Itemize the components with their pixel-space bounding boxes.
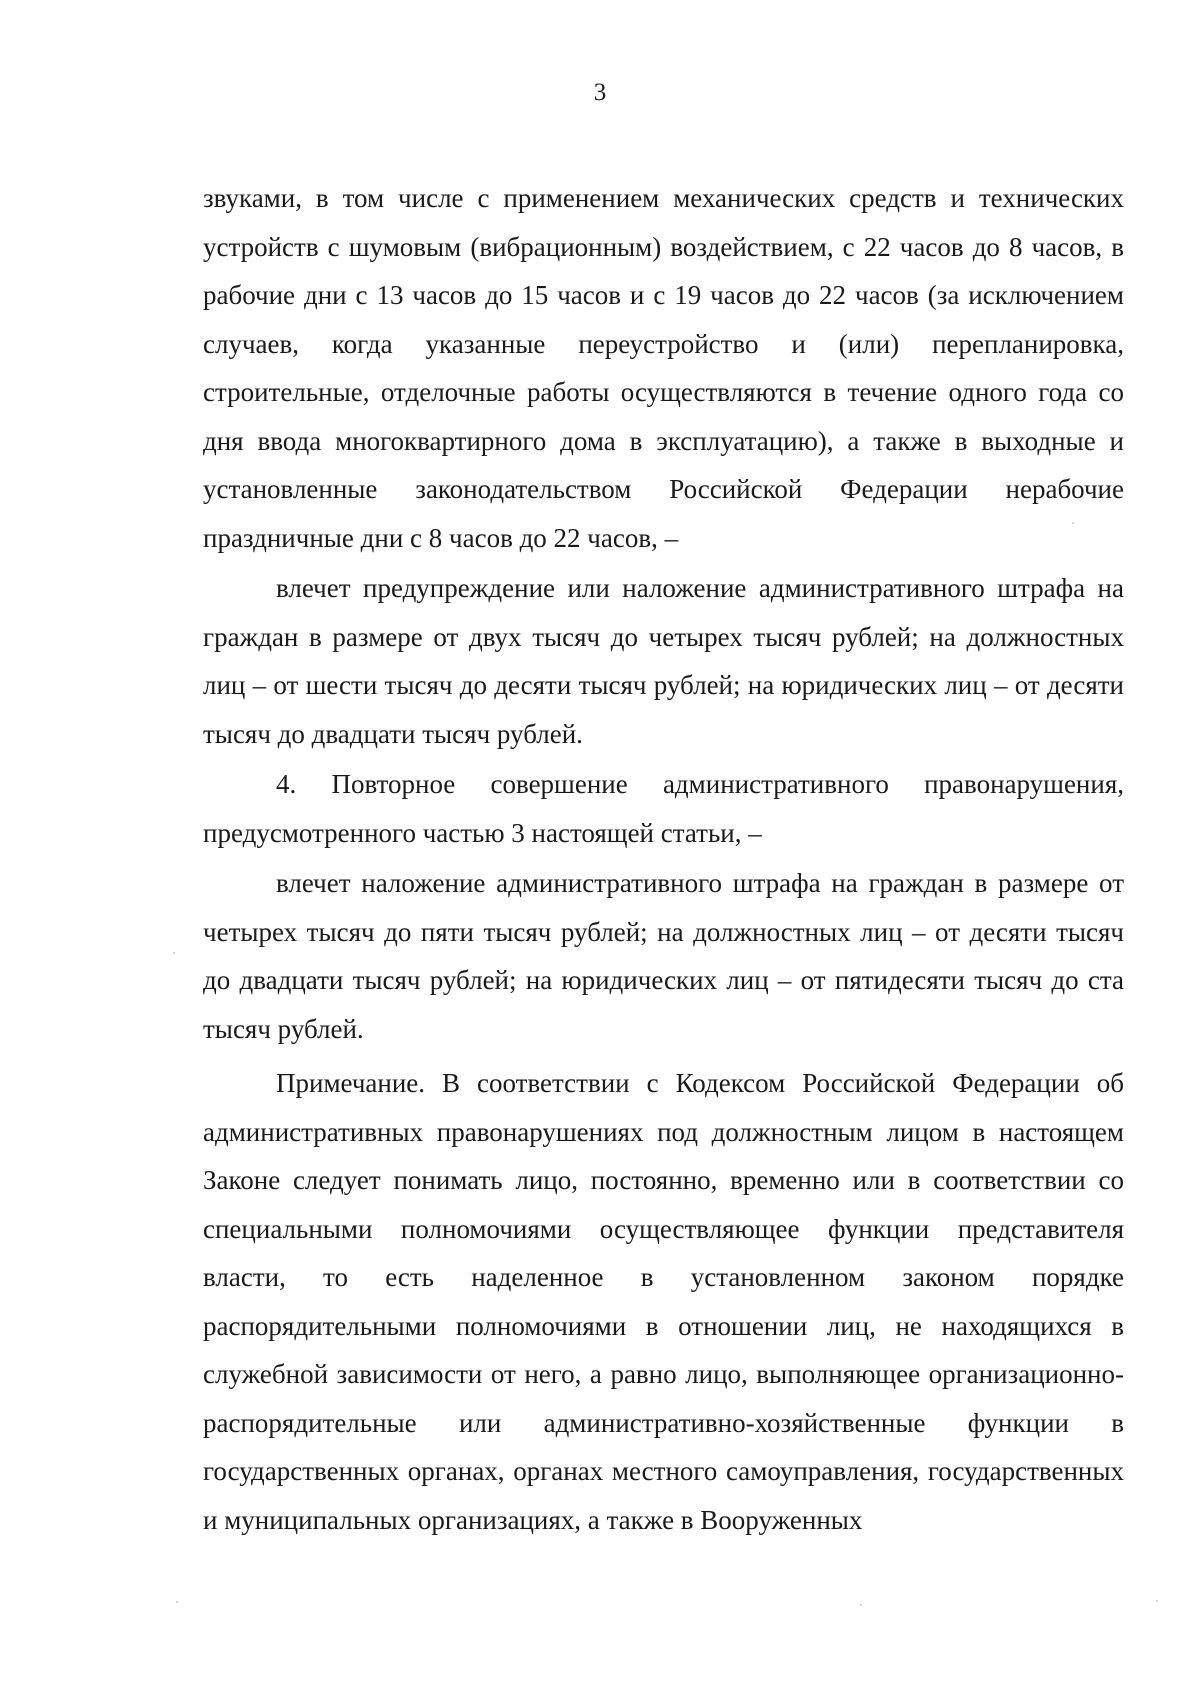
paragraph-penalty-part-4: влечет наложение административного штрафа на граждан в размере от четырех тысяч до пяти тысяч рублей; на должностных лиц – от десяти тысяч до двадцати тысяч рублей; на юридических лиц – от пятидесяти тысяч до ста тысяч рублей. <box>203 868 1124 1044</box>
scan-speck <box>1072 522 1074 524</box>
scan-speck <box>176 1601 178 1603</box>
paragraph-part-4: 4. Повторное совершение административного правонарушения, предусмотренного частью 3 настоящей статьи, – <box>203 769 1124 848</box>
document-body <box>203 174 1124 1544</box>
paragraph-penalty-part-3: влечет предупреждение или наложение административного штрафа на граждан в размере от двух тысяч до четырех тысяч рублей; на должностных лиц – от шести тысяч до десяти тысяч рублей; на юридических лиц – от десяти тысяч до двадцати тысяч рублей. <box>203 573 1124 749</box>
scan-speck <box>1156 1600 1158 1602</box>
paragraph-note: Примечание. В соответствии с Кодексом Российской Федерации об административных правонарушениях под должностным лицом в настоящем Законе следует понимать лицо, постоянно, временно или в соответствии со специальными полномочиями осуществляющее функции представителя власти, то есть наделенное в установленном законом порядке распорядительными полномочиями в отношении лиц, не находящихся в служебной зависимости от него, а равно лицо, выполняющее организационно-распорядительные или административно-хозяйственные функции в государственных органах, органах местного самоуправления, государственных и муниципальных организациях, а также в Вооруженных <box>203 1068 1124 1535</box>
page-number: 3 <box>593 79 607 106</box>
paragraph-continuation: звуками, в том числе с применением механических средств и технических устройств с шумовым (вибрационным) воздействием, с 22 часов до 8 часов, в рабочие дни с 13 часов до 15 часов и с 19 часов до 22 часов (за исключением случаев, когда указанные переустройство и (или) перепланировка, строительные, отделочные работы осуществляются в течение одного года со дня ввода многоквартирного дома в эксплуатацию), а также в выходные и установленные законодательством Российской Федерации нерабочие праздничные дни с 8 часов до 22 часов, – <box>203 183 1124 553</box>
scan-speck <box>860 1604 862 1606</box>
scan-speck <box>173 952 175 954</box>
